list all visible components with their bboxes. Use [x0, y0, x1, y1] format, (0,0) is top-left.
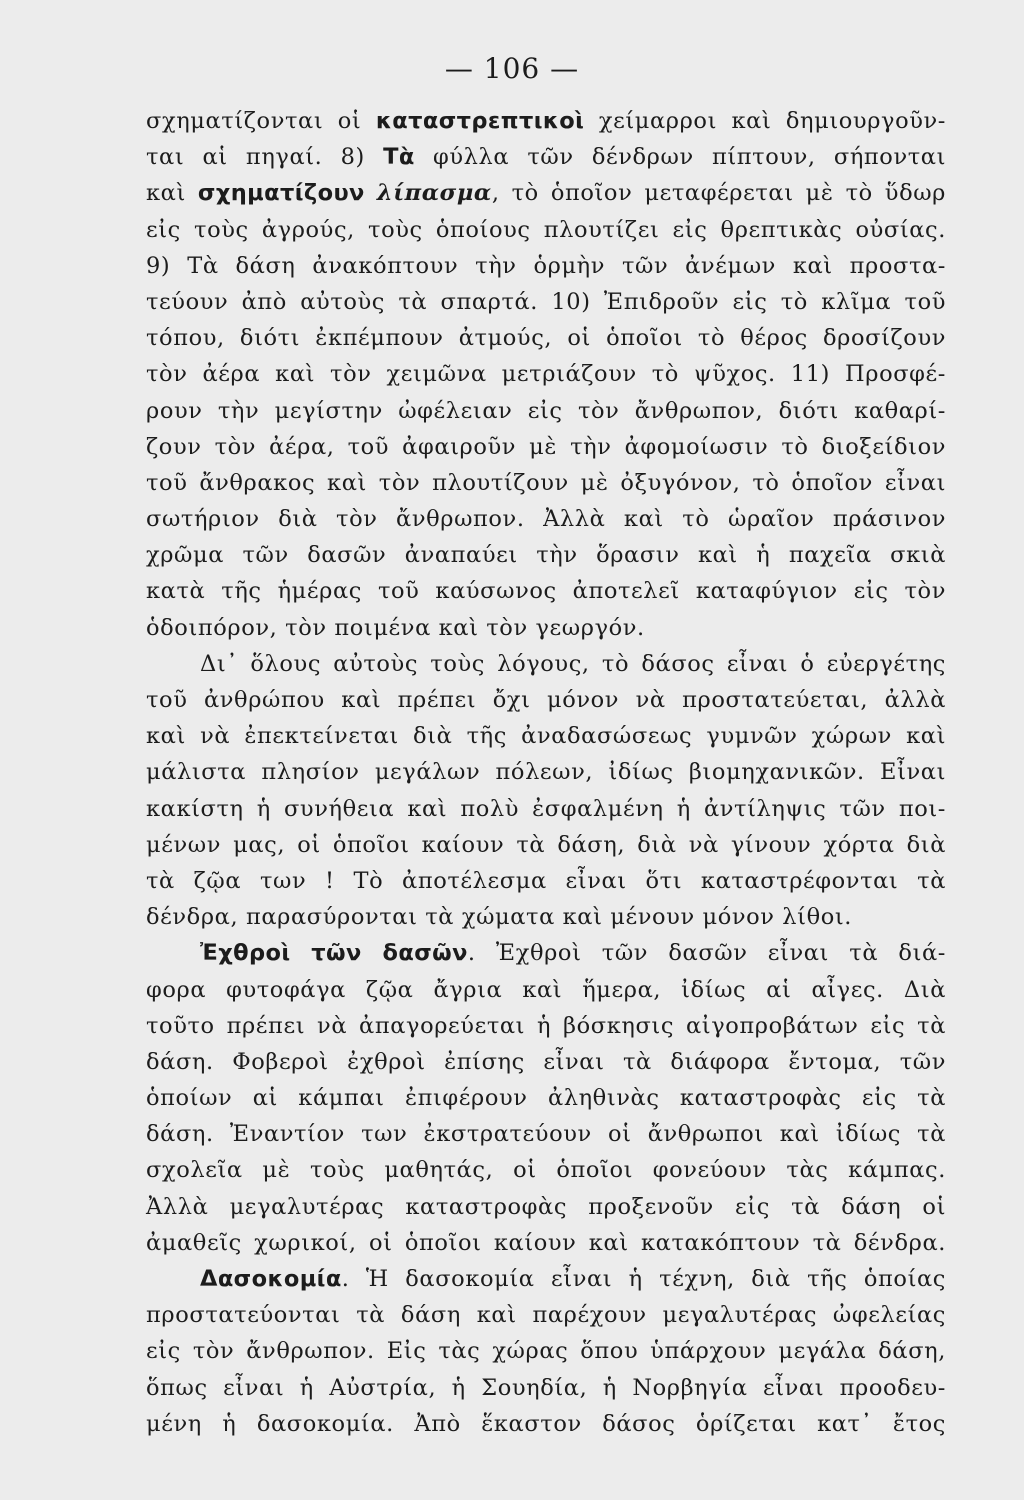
text-line — [146, 1189, 946, 1225]
text-run: τοῦ ἀνθρώπου καὶ πρέπει ὄχι μόνον νὰ προστατεύεται, ἀλλὰ — [146, 687, 946, 713]
text-line — [146, 610, 946, 646]
text-line — [146, 1333, 946, 1369]
text-run: , τὸ ὁποῖον μεταφέρεται μὲ τὸ ὕδωρ — [491, 180, 946, 207]
text-run: δάση. Ἐναντίον των ἐκστρατεύουν οἱ ἄνθρωποι καὶ ἰδίως τὰ — [146, 1121, 946, 1148]
text-run: τεύουν ἀπὸ αὐτοὺς τὰ σπαρτά. 10) Ἐπιδροῦν εἰς τὸ κλῖμα τοῦ — [146, 288, 946, 315]
text-run: κατὰ τῆς ἡμέρας τοῦ καύσωνος ἀποτελεῖ καταφύγιον εἰς τὸν — [146, 578, 946, 605]
text-run: σχολεῖα μὲ τοὺς μαθητάς, οἱ ὁποῖοι φονεύουν τὰς κάμπας. — [146, 1157, 946, 1184]
body-text — [146, 103, 946, 1442]
emphasis-text: Τὰ — [383, 144, 415, 171]
text-run: 9) Τὰ δάση ἀνακόπτουν τὴν ὁρμὴν τῶν ἀνέμων καὶ προστα- — [146, 252, 946, 279]
text-run: μάλιστα πλησίον μεγάλων πόλεων, ἰδίως βιομηχανικῶν. Εἶναι — [146, 759, 946, 786]
text-run: φύλλα τῶν δένδρων πίπτουν, σήπονται — [414, 144, 946, 171]
text-run: τοῦτο πρέπει νὰ ἀπαγορεύεται ἡ βόσκησις αἰγοπροβάτων εἰς τὰ — [146, 1012, 946, 1039]
text-run: . Ἐχθροὶ τῶν δασῶν εἶναι τὰ διά- — [467, 940, 946, 967]
text-run: κακίστη ἡ συνήθεια καὶ πολὺ ἐσφαλμένη ἡ ἀντίληψις τῶν ποι- — [146, 795, 946, 822]
text-line — [146, 791, 946, 827]
emphasis-text: Ἐχθροὶ τῶν δασῶν — [200, 940, 468, 967]
text-line — [146, 1297, 946, 1333]
text-run: καὶ νὰ ἐπεκτείνεται διὰ τῆς ἀναδασώσεως γυμνῶν χώρων καὶ — [146, 723, 946, 750]
text-line — [146, 537, 946, 573]
text-run: ὁποίων αἱ κάμπαι ἐπιφέρουν ἀληθινὰς καταστροφὰς εἰς τὰ — [146, 1085, 946, 1112]
text-line — [146, 212, 946, 248]
text-run: δένδρα, παρασύρονται τὰ χώματα καὶ μένουν μόνον λίθοι. — [146, 904, 853, 931]
text-run: χρῶμα τῶν δασῶν ἀναπαύει τὴν ὅρασιν καὶ ἡ παχεῖα σκιὰ — [146, 542, 946, 569]
emphasis-text: καταστρεπτικοὶ — [375, 108, 585, 134]
text-run: ἀμαθεῖς χωρικοί, οἱ ὁποῖοι καίουν καὶ κατακόπτουν τὰ δένδρα. — [146, 1229, 946, 1256]
text-run: φορα φυτοφάγα ζῷα ἄγρια καὶ ἥμερα, ἰδίως αἱ αἶγες. Διὰ — [146, 976, 946, 1003]
text-run: . Ἡ δασοκομία εἶναι ἡ τέχνη, διὰ τῆς ὁποίας — [341, 1266, 946, 1292]
text-run: ὅπως εἶναι ἡ Αὐστρία, ἡ Σουηδία, ἡ Νορβηγία εἶναι προοδευ- — [146, 1374, 946, 1401]
text-line — [146, 573, 946, 609]
text-run — [365, 180, 377, 206]
text-run: σωτήριον διὰ τὸν ἄνθρωπον. Ἀλλὰ καὶ τὸ ὡραῖον πράσινον — [146, 506, 946, 533]
text-line — [146, 103, 946, 139]
text-line — [146, 1370, 946, 1406]
text-line — [146, 1080, 946, 1116]
text-run: τὰ ζῷα των ! Τὸ ἀποτέλεσμα εἶναι ὅτι καταστρέφονται τὰ — [146, 867, 946, 894]
text-run: σχηματίζονται οἱ — [146, 108, 376, 134]
text-line — [146, 429, 946, 465]
text-line — [146, 1116, 946, 1152]
text-line — [146, 393, 946, 429]
text-line — [146, 1152, 946, 1188]
text-run: ται αἱ πηγαί. 8) — [146, 144, 384, 171]
text-line — [146, 863, 946, 899]
text-run: τόπου, διότι ἐκπέμπουν ἀτμούς, οἱ ὁποῖοι τὸ θέρος δροσίζουν — [146, 325, 946, 352]
text-run: προστατεύονται τὰ δάση καὶ παρέχουν μεγαλυτέρας ὠφελείας — [146, 1302, 946, 1329]
text-line — [146, 356, 946, 392]
text-run: Ἀλλὰ μεγαλυτέρας καταστροφὰς προξενοῦν εἰς τὰ δάση οἱ — [146, 1193, 946, 1220]
text-run: δάση. Φοβεροὶ ἐχθροὶ ἐπίσης εἶναι τὰ διάφορα ἔντομα, τῶν — [146, 1048, 946, 1075]
text-line — [146, 1225, 946, 1261]
text-line — [146, 646, 946, 682]
text-run: τοῦ ἄνθρακος καὶ τὸν πλουτίζουν μὲ ὀξυγόνον, τὸ ὁποῖον εἶναι — [146, 469, 946, 496]
text-line — [146, 465, 946, 501]
text-run: εἰς τὸν ἄνθρωπον. Εἰς τὰς χώρας ὅπου ὑπάρχουν μεγάλα δάση, — [146, 1338, 946, 1365]
text-line — [146, 175, 946, 211]
text-line — [146, 1261, 946, 1297]
text-line — [146, 284, 946, 320]
emphasis-text: λίπασμα — [376, 180, 492, 207]
text-run: μένων μας, οἱ ὁποῖοι καίουν τὰ δάση, διὰ νὰ γίνουν χόρτα διὰ — [146, 831, 946, 858]
text-line — [146, 501, 946, 537]
text-line — [146, 972, 946, 1008]
emphasis-text: Δασοκομία — [200, 1266, 342, 1292]
text-line — [146, 139, 946, 175]
text-line — [146, 1044, 946, 1080]
text-run: καὶ — [146, 180, 198, 207]
text-line — [146, 827, 946, 863]
text-run: ζουν τὸν ἀέρα, τοῦ ἀφαιροῦν μὲ τὴν ἀφομοίωσιν τὸ διοξείδιον — [146, 433, 946, 460]
text-line — [146, 718, 946, 754]
text-line — [146, 1008, 946, 1044]
text-line — [146, 320, 946, 356]
text-line — [146, 935, 946, 971]
text-run: μένη ἡ δασοκομία. Ἀπὸ ἕκαστον δάσος ὁρίζεται κατ᾽ ἔτος — [146, 1410, 946, 1437]
text-run: Δι᾽ ὅλους αὐτοὺς τοὺς λόγους, τὸ δάσος εἶναι ὁ εὐεργέτης — [200, 650, 946, 677]
text-run: ρουν τὴν μεγίστην ὠφέλειαν εἰς τὸν ἄνθρωπον, διότι καθαρί- — [146, 397, 946, 424]
text-line — [146, 248, 946, 284]
text-run: εἰς τοὺς ἀγρούς, τοὺς ὁποίους πλουτίζει εἰς θρεπτικὰς οὐσίας. — [146, 216, 946, 243]
text-line — [146, 899, 946, 935]
text-line — [146, 754, 946, 790]
page-number: — 106 — — [444, 52, 580, 85]
text-run: χείμαρροι καὶ δημιουργοῦν- — [584, 108, 946, 134]
text-run: τὸν ἀέρα καὶ τὸν χειμῶνα μετριάζουν τὸ ψῦχος. 11) Προσφέ- — [146, 361, 946, 388]
text-line — [146, 1406, 946, 1442]
text-run: ὁδοιπόρον, τὸν ποιμένα καὶ τὸν γεωργόν. — [146, 614, 645, 641]
text-line — [146, 682, 946, 718]
emphasis-text: σχηματίζουν — [197, 180, 365, 207]
